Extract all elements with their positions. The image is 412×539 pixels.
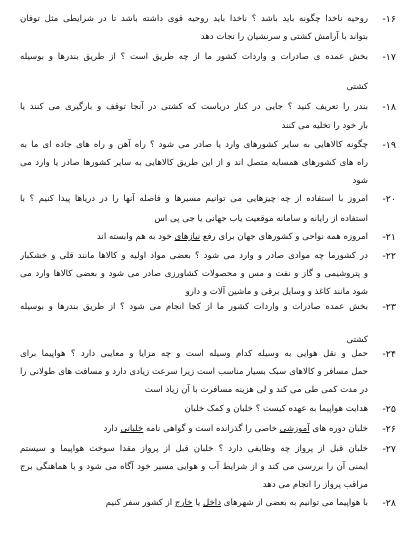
question-text-line: در کشورما چه موادی صادر و وارد می شود ؟ بعضی مواد اولیه و کالاها مانند قلی و خشکبار <box>20 251 368 261</box>
question-number: -۲۴ <box>382 349 396 360</box>
question-text-line: استفاده از رایانه و سامانه موقعیت یاب جهانی یا جی پی اس <box>154 214 368 224</box>
question-text-line: روحیه ناخدا چگونه باید باشد ؟ ناخدا باید روحیه قوی داشته باشد تا در شرایطی مثل توفان <box>20 14 368 24</box>
question-number: -۱۹ <box>382 140 396 151</box>
question-text-line: بخش عمده صادرات و واردات کشور ما از کجا انجام می شود ؟ از طریق بندرها و بوسیله <box>20 302 368 312</box>
question-text-line: بخش عمده ی صادرات و واردات کشور ما از چه طریق است ؟ از طریق بندرها و بوسیله <box>20 52 368 62</box>
question-text-line: هدایت هواپیما به عهده کیست ؟ خلبان و کمک خلبان <box>184 404 368 414</box>
question-number: -۲۷ <box>382 444 396 455</box>
question-text-line: خلبان قبل از پرواز چه وظایفی دارد ؟ خلبان قبل از پرواز مقدا سوخت هواپیما و سیستم <box>20 444 368 454</box>
question-number: -۲۵ <box>382 404 396 415</box>
question-text-line: امروز با استفاده از چه چیزهایی می توانیم مسیرها و فاصله آنها را در دریاها پیدا کنیم ؟ با <box>20 194 368 204</box>
question-text-line: شود مانند کاغذ و وسایل برقی و ماشین آلات و دارو <box>185 287 368 297</box>
question-text-line: امروزه همه نواحی و کشورهای جهان برای رفع نیازهای خود به هم وابسته اند <box>96 232 368 242</box>
question-number: -۲۳ <box>382 302 396 313</box>
question-number: -۱۸ <box>382 102 396 113</box>
question-text-line: راه های کشورهای همسایه متصل اند و از این طریق کالاهایی به سایر کشورها صادر یا وارد می <box>20 158 368 168</box>
question-text-line: حمل و نقل هوایی به وسیله کدام وسیله است و چه مزایا و معایبی دارد ؟ هواپیما برای <box>20 349 368 359</box>
question-text-line: چگونه کالاهایی به سایر کشورهای وارد یا صادر می شود ؟ راه آهن و راه های جاده ای ما به <box>20 140 368 150</box>
question-number: -۱۶ <box>382 14 396 25</box>
question-text-line: کشتی <box>346 82 368 92</box>
question-text-line: در مدت کمی طی می کند و لی هزینه مسافرت با آن زیاد است <box>144 385 368 395</box>
question-text-line: بتواند با آرامش کشتی و سرنشیان را نجات دهد <box>200 32 368 42</box>
question-text-line: خلبان دوره های آموزشی خاصی را گذرانده است و گواهی نامه خلبانی دارد <box>103 424 368 434</box>
question-text-line: بندر را تعریف کنید ؟ جایی در کنار دریاست که کشتی در آنجا توقف و بارگیری می کنند یا <box>20 102 368 112</box>
question-text-line: کشتی <box>346 335 368 345</box>
question-number: -۱۷ <box>382 52 396 63</box>
question-text-line: شود <box>352 176 368 186</box>
question-text-line: ایمنی آن را بررسی می کند و از شرایط آب و هوایی مسیر خود آگاه می شود و با هماهنگی برج <box>20 462 368 472</box>
question-text-line: و پتروشیمی و گاز و نفت و مس و محصولات کشاورزی صادر می شود و بعضی کالاها وارد می <box>20 269 368 279</box>
question-number: -۲۱ <box>382 232 396 243</box>
question-number: -۲۰ <box>382 194 396 205</box>
question-number: -۲۲ <box>382 251 396 262</box>
question-text-line: حمل مسافر و کالاهای سبک بسیار مناسب است زیرا سرعت زیادی دارد و مسافت های طولانی را <box>20 367 368 377</box>
question-text-line: با هواپیما می توانیم به بعضی از شهرهای داخل یا خارج از کشور سفر کنیم <box>105 498 368 508</box>
question-text-line: بار خود را تخلیه می کنند <box>281 121 368 131</box>
question-number: -۲۶ <box>382 424 396 435</box>
question-number: -۲۸ <box>382 498 396 509</box>
question-text-line: مراقب پرواز را انجام می دهد <box>262 480 368 490</box>
